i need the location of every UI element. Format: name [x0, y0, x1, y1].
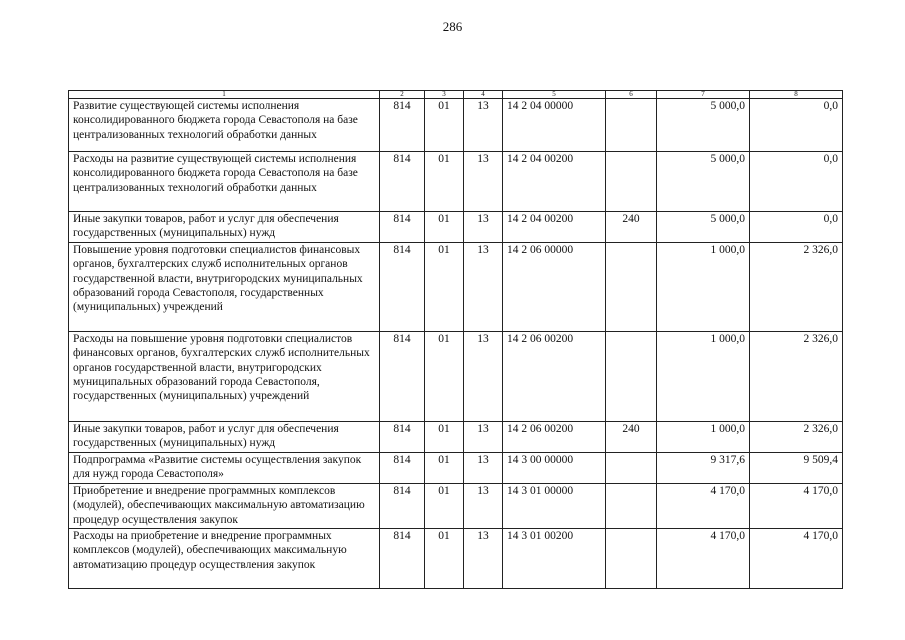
ministry-code: 814 [380, 484, 425, 529]
section-code: 01 [425, 484, 464, 529]
ministry-code: 814 [380, 529, 425, 589]
section-code: 01 [425, 243, 464, 332]
expense-type-code [606, 99, 657, 152]
amount-col8: 9 509,4 [750, 453, 843, 484]
column-number-row [69, 91, 843, 99]
row-name: Расходы на приобретение и внедрение программных комплексов (модулей), обеспечивающих максимальную автоматизацию процедур осуществления закупок [69, 529, 380, 589]
target-article-code: 14 3 00 00000 [503, 453, 606, 484]
amount-col7: 4 170,0 [657, 529, 750, 589]
expense-type-code [606, 152, 657, 212]
budget-table [68, 90, 843, 589]
expense-type-code [606, 529, 657, 589]
expense-type-code: 240 [606, 212, 657, 243]
amount-col7: 5 000,0 [657, 99, 750, 152]
target-article-code: 14 3 01 00200 [503, 529, 606, 589]
section-code: 01 [425, 422, 464, 453]
expense-type-code: 240 [606, 422, 657, 453]
amount-col7: 4 170,0 [657, 484, 750, 529]
table-row [69, 243, 843, 332]
table-row [69, 453, 843, 484]
amount-col7: 5 000,0 [657, 212, 750, 243]
ministry-code: 814 [380, 332, 425, 422]
ministry-code: 814 [380, 453, 425, 484]
row-name: Расходы на развитие существующей системы исполнения консолидированного бюджета города Севастополя на базе централизованных технологий обработки данных [69, 152, 380, 212]
ministry-code: 814 [380, 212, 425, 243]
row-name: Развитие существующей системы исполнения консолидированного бюджета города Севастополя на базе централизованных технологий обработки данных [69, 99, 380, 152]
amount-col7: 9 317,6 [657, 453, 750, 484]
amount-col8: 0,0 [750, 99, 843, 152]
subsection-code: 13 [464, 212, 503, 243]
table-row [69, 332, 843, 422]
row-name: Повышение уровня подготовки специалистов финансовых органов, бухгалтерских служб исполнительных органов государственной власти, внутригородских муниципальных образований города Севастополя, государственных (муниципальных) учреждений [69, 243, 380, 332]
page-number: 286 [442, 19, 463, 34]
target-article-code: 14 3 01 00000 [503, 484, 606, 529]
expense-type-code [606, 332, 657, 422]
column-header: 2 [380, 91, 425, 99]
table-row [69, 484, 843, 529]
amount-col8: 2 326,0 [750, 332, 843, 422]
target-article-code: 14 2 04 00200 [503, 152, 606, 212]
ministry-code: 814 [380, 243, 425, 332]
ministry-code: 814 [380, 152, 425, 212]
expense-type-code [606, 243, 657, 332]
column-header: 5 [503, 91, 606, 99]
amount-col8: 4 170,0 [750, 484, 843, 529]
row-name: Подпрограмма «Развитие системы осуществления закупок для нужд города Севастополя» [69, 453, 380, 484]
amount-col8: 2 326,0 [750, 243, 843, 332]
subsection-code: 13 [464, 484, 503, 529]
amount-col8: 0,0 [750, 212, 843, 243]
table-row [69, 422, 843, 453]
section-code: 01 [425, 332, 464, 422]
subsection-code: 13 [464, 332, 503, 422]
table-row [69, 99, 843, 152]
expense-type-code [606, 484, 657, 529]
amount-col7: 1 000,0 [657, 422, 750, 453]
column-header: 7 [657, 91, 750, 99]
amount-col8: 4 170,0 [750, 529, 843, 589]
target-article-code: 14 2 06 00000 [503, 243, 606, 332]
ministry-code: 814 [380, 422, 425, 453]
section-code: 01 [425, 453, 464, 484]
amount-col7: 1 000,0 [657, 243, 750, 332]
column-header: 1 [69, 91, 380, 99]
amount-col8: 2 326,0 [750, 422, 843, 453]
row-name: Иные закупки товаров, работ и услуг для обеспечения государственных (муниципальных) нужд [69, 422, 380, 453]
row-name: Расходы на повышение уровня подготовки специалистов финансовых органов, бухгалтерских служб исполнительных органов государственной власти, внутригородских муниципальных образований города Севастополя, государственных (муниципальных) учреждений [69, 332, 380, 422]
subsection-code: 13 [464, 99, 503, 152]
table-row [69, 152, 843, 212]
column-header: 8 [750, 91, 843, 99]
target-article-code: 14 2 04 00000 [503, 99, 606, 152]
row-name: Иные закупки товаров, работ и услуг для обеспечения государственных (муниципальных) нужд [69, 212, 380, 243]
subsection-code: 13 [464, 152, 503, 212]
section-code: 01 [425, 99, 464, 152]
amount-col7: 5 000,0 [657, 152, 750, 212]
column-header: 6 [606, 91, 657, 99]
amount-col8: 0,0 [750, 152, 843, 212]
amount-col7: 1 000,0 [657, 332, 750, 422]
target-article-code: 14 2 06 00200 [503, 422, 606, 453]
subsection-code: 13 [464, 243, 503, 332]
section-code: 01 [425, 529, 464, 589]
expense-type-code [606, 453, 657, 484]
ministry-code: 814 [380, 99, 425, 152]
table-row [69, 212, 843, 243]
column-header: 4 [464, 91, 503, 99]
target-article-code: 14 2 04 00200 [503, 212, 606, 243]
subsection-code: 13 [464, 529, 503, 589]
row-name: Приобретение и внедрение программных комплексов (модулей), обеспечивающих максимальную автоматизацию процедур осуществления закупок [69, 484, 380, 529]
target-article-code: 14 2 06 00200 [503, 332, 606, 422]
table-row [69, 529, 843, 589]
section-code: 01 [425, 212, 464, 243]
subsection-code: 13 [464, 453, 503, 484]
section-code: 01 [425, 152, 464, 212]
subsection-code: 13 [464, 422, 503, 453]
column-header: 3 [425, 91, 464, 99]
